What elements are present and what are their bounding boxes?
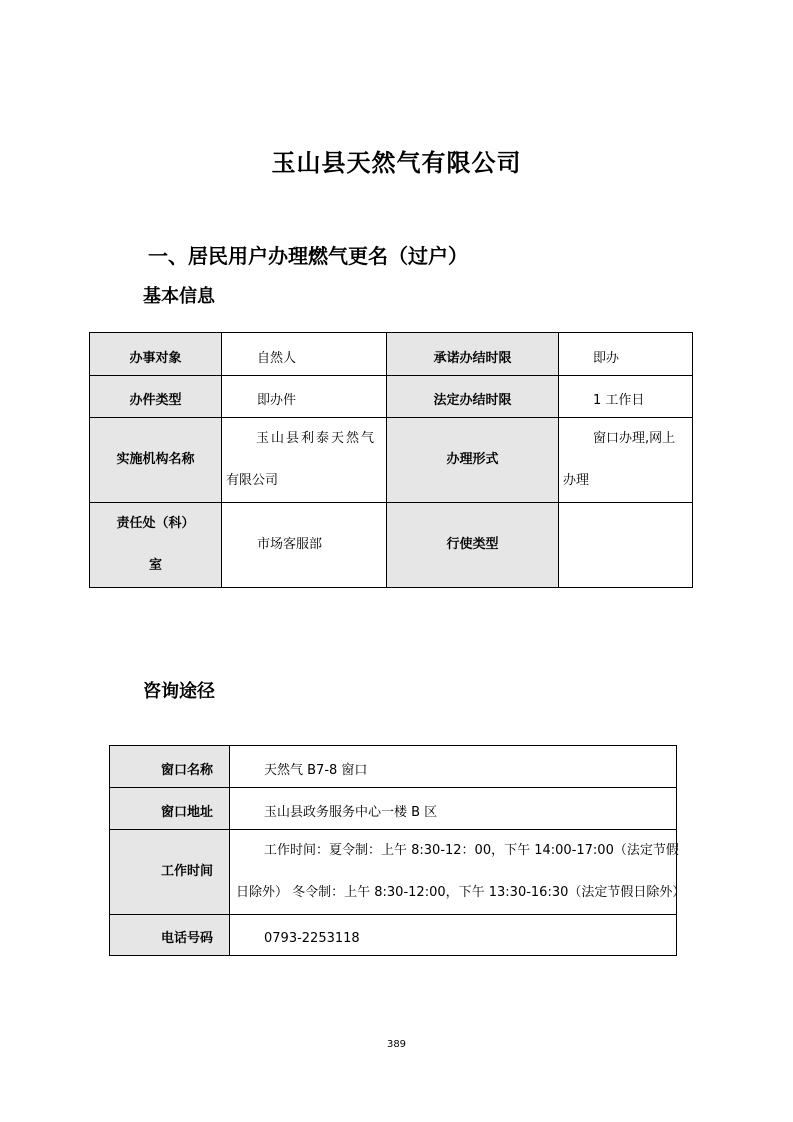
value-exercise-type	[559, 503, 693, 588]
table-row	[110, 788, 677, 830]
agency-line-1: 玉山县利泰天然气	[256, 431, 377, 446]
label-applicant-type: 办事对象	[90, 333, 222, 376]
label-legal-deadline: 法定办结时限	[387, 376, 559, 418]
value-case-type: 即办件	[222, 376, 387, 418]
value-applicant-type: 自然人	[222, 333, 387, 376]
basic-info-heading: 基本信息	[143, 286, 215, 307]
working-hours-line-2: 日除外） 冬令制：上午 8:30-12:00，下午 13:30-16:30（法定节假日除外）	[236, 885, 686, 900]
agency-line-2: 有限公司	[226, 473, 279, 488]
consult-heading: 咨询途径	[143, 681, 215, 702]
label-handling-method: 办理形式	[387, 418, 559, 503]
page-number: 389	[386, 1039, 407, 1050]
dept-label-line-2: 室	[148, 558, 162, 573]
value-responsible-dept: 市场客服部	[222, 503, 387, 588]
method-line-1: 窗口办理,网上	[593, 431, 676, 446]
section-title: 一、居民用户办理燃气更名（过户）	[148, 244, 468, 268]
value-implementing-agency	[222, 418, 387, 503]
document-title: 玉山县天然气有限公司	[271, 148, 522, 177]
label-phone-number: 电话号码	[110, 915, 230, 956]
working-hours-line-1: 工作时间：夏令制：上午 8:30-12：00，下午 14:00-17:00（法定节假	[264, 843, 679, 858]
method-line-2: 办理	[563, 473, 590, 488]
table-row	[90, 333, 693, 376]
label-responsible-dept	[90, 503, 222, 588]
value-window-address: 玉山县政务服务中心一楼 B 区	[230, 788, 677, 830]
value-working-hours	[230, 830, 686, 915]
value-window-name: 天然气 B7-8 窗口	[230, 746, 677, 788]
value-promised-deadline: 即办	[559, 333, 693, 376]
label-window-name: 窗口名称	[110, 746, 230, 788]
basic-info-table	[89, 332, 693, 588]
dept-label-line-1: 责任处（科）	[116, 516, 195, 531]
value-legal-deadline: 1 工作日	[559, 376, 693, 418]
consult-table	[109, 745, 686, 956]
table-row	[110, 915, 677, 956]
value-phone-number: 0793-2253118	[230, 915, 677, 956]
label-implementing-agency: 实施机构名称	[90, 418, 222, 503]
table-row	[90, 418, 693, 503]
label-case-type: 办件类型	[90, 376, 222, 418]
label-promised-deadline: 承诺办结时限	[387, 333, 559, 376]
label-exercise-type: 行使类型	[387, 503, 559, 588]
value-handling-method	[559, 418, 693, 503]
table-row	[110, 830, 677, 915]
table-row	[110, 746, 677, 788]
table-row	[90, 503, 693, 588]
working-hours-text	[230, 830, 686, 914]
label-working-hours: 工作时间	[110, 830, 230, 915]
label-window-address: 窗口地址	[110, 788, 230, 830]
table-row	[90, 376, 693, 418]
